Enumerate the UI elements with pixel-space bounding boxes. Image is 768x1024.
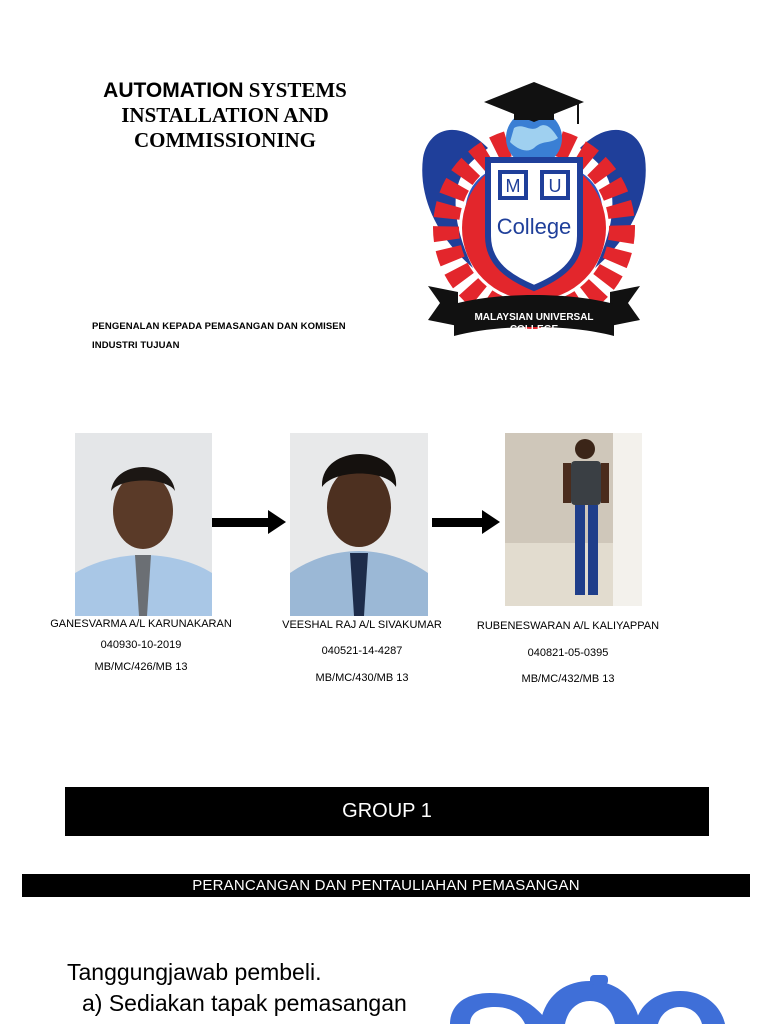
section-heading-bar (22, 874, 750, 897)
member-1-name: GANESVARMA A/L KARUNAKARAN (50, 618, 232, 630)
member-photo-1 (75, 433, 212, 616)
group-label-bar (65, 787, 709, 836)
member-photo-2 (290, 433, 428, 616)
subtitle-line1: PENGENALAN KEPADA PEMASANGAN DAN KOMISEN (92, 321, 346, 332)
member-2-ic: 040521-14-4287 (321, 645, 403, 657)
member-3-matric: MB/MC/432/MB 13 (521, 673, 615, 685)
body-item-a: a) Sediakan tapak pemasangan (82, 990, 407, 1016)
arrow-right-icon (212, 508, 286, 536)
member-2-matric: MB/MC/430/MB 13 (315, 672, 409, 684)
member-3-name: RUBENESWARAN A/L KALIYAPPAN (476, 620, 660, 632)
member-3-ic: 040821-05-0395 (527, 647, 609, 659)
member-2-info (262, 618, 462, 688)
college-logo (418, 78, 650, 346)
arrow-right-icon (432, 508, 500, 536)
member-1-ic: 040930-10-2019 (100, 639, 182, 651)
logo-word: College (496, 214, 572, 239)
logo-letter-u: U (548, 176, 562, 196)
title-line2: INSTALLATION AND (121, 103, 329, 127)
subtitle-line2: INDUSTRI TUJUAN (92, 340, 180, 351)
section-heading: PERANCANGAN DAN PENTAULIAHAN PEMASANGAN (192, 877, 580, 894)
logo-banner-line1: MALAYSIAN UNIVERSAL (474, 312, 594, 323)
member-3-info (466, 619, 670, 689)
blue-graphic (440, 975, 740, 1024)
title-line1-a: AUTOMATION (103, 79, 244, 102)
subtitle (92, 317, 392, 355)
member-photo-3 (505, 433, 642, 606)
group-label: GROUP 1 (342, 800, 432, 822)
logo-letter-m: M (505, 176, 521, 196)
title-line1-b: SYSTEMS (243, 78, 347, 102)
member-1-info (40, 617, 242, 677)
member-2-name: VEESHAL RAJ A/L SIVAKUMAR (282, 619, 442, 631)
body-heading: Tanggungjawab pembeli. (67, 959, 322, 985)
logo-banner-line2: COLLEGE (509, 324, 559, 335)
title-line3: COMMISSIONING (133, 128, 317, 152)
member-1-matric: MB/MC/426/MB 13 (94, 661, 188, 673)
document-title (60, 78, 390, 153)
